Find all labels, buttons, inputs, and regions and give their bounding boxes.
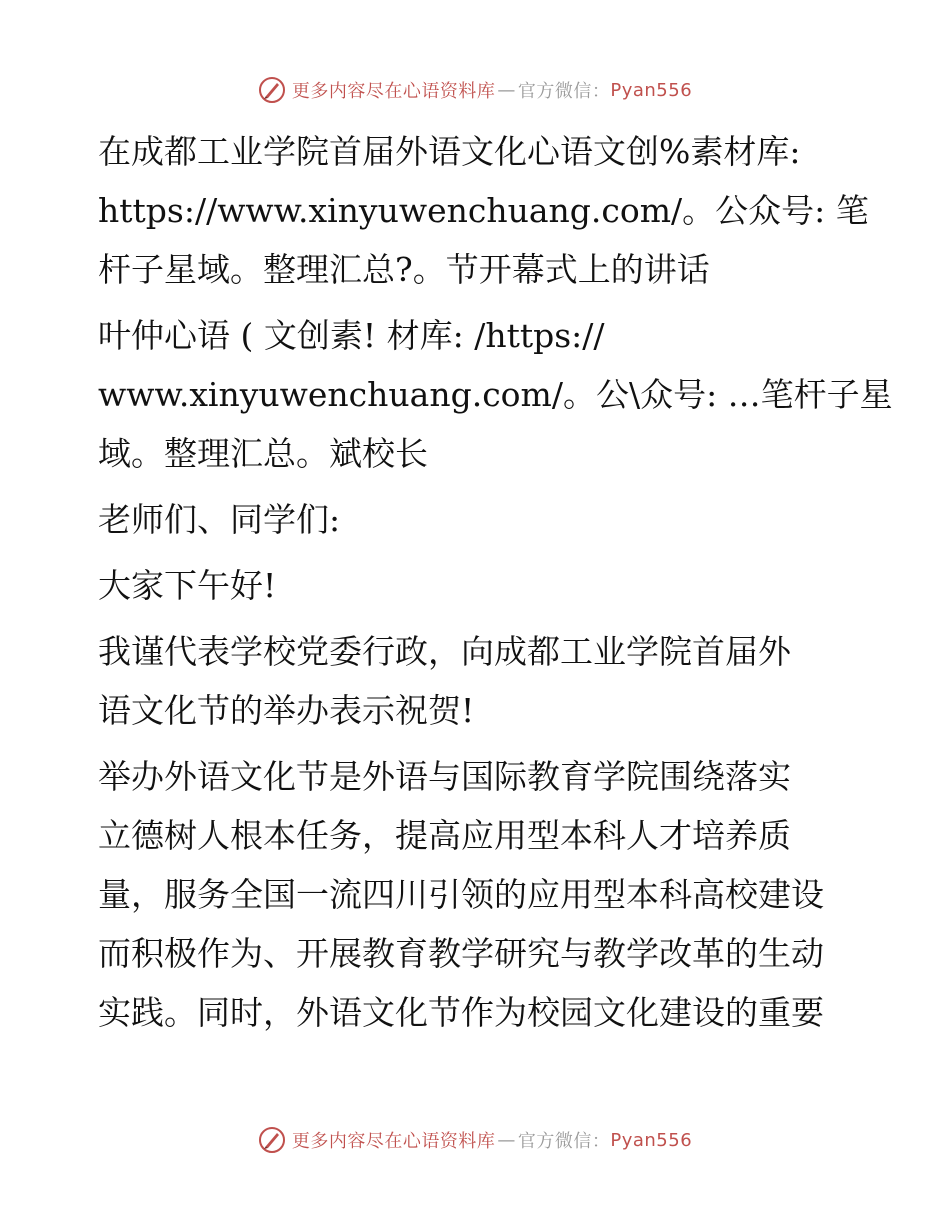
watermark-wechat-id: Pyan556 [610, 79, 693, 101]
feather-pen-logo-icon [258, 1126, 286, 1154]
watermark-brand: 更多内容尽在心语资料库 [291, 1131, 496, 1152]
text-line: 立德树人根本任务，提高应用型本科人才培养质 [98, 816, 791, 855]
text-line: 域。整理汇总。斌校长 [98, 434, 428, 473]
watermark-wechat-id: Pyan556 [610, 1129, 693, 1151]
header-watermark [0, 70, 950, 110]
text-line: 实践。同时，外语文化节作为校园文化建设的重要 [98, 993, 824, 1032]
text-line: 杆子星域。整理汇总?。节开幕式上的讲话 [98, 250, 710, 289]
paragraph-congratulation [98, 622, 858, 740]
paragraph-speaker [98, 306, 893, 483]
watermark-separator: — [497, 1129, 516, 1151]
text-line: 我谨代表学校党委行政，向成都工业学院首届外 [98, 632, 791, 671]
feather-pen-logo-icon [258, 76, 286, 104]
text-line: 而积极作为、开展教育教学研究与教学改革的生动 [98, 934, 824, 973]
text-line: 语文化节的举办表示祝贺! [98, 691, 475, 730]
text-line: 在成都工业学院首届外语文化心语文创%素材库: [98, 132, 801, 171]
paragraph-salutation [98, 490, 858, 549]
watermark-label: 官方微信： [517, 1131, 611, 1152]
text-line: 叶仲心语 ( 文创素! 材库: /https:// [98, 316, 605, 355]
text-line: 举办外语文化节是外语与国际教育学院围绕落实 [98, 757, 791, 796]
paragraph-body [98, 747, 858, 1042]
watermark-separator: — [497, 79, 516, 101]
watermark-brand: 更多内容尽在心语资料库 [291, 81, 496, 102]
text-line: 量，服务全国一流四川引领的应用型本科高校建设 [98, 875, 824, 914]
paragraph-title [98, 122, 869, 299]
footer-watermark [0, 1120, 950, 1160]
text-line: 老师们、同学们: [98, 500, 341, 539]
watermark-label: 官方微信： [517, 81, 611, 102]
text-line: https://www.xinyuwenchuang.com/。公众号: 笔 [98, 191, 869, 230]
document-body [98, 122, 893, 1049]
text-line: www.xinyuwenchuang.com/。公\众号: …笔杆子星 [98, 375, 893, 414]
text-line: 大家下午好! [98, 566, 277, 605]
paragraph-greeting [98, 556, 858, 615]
